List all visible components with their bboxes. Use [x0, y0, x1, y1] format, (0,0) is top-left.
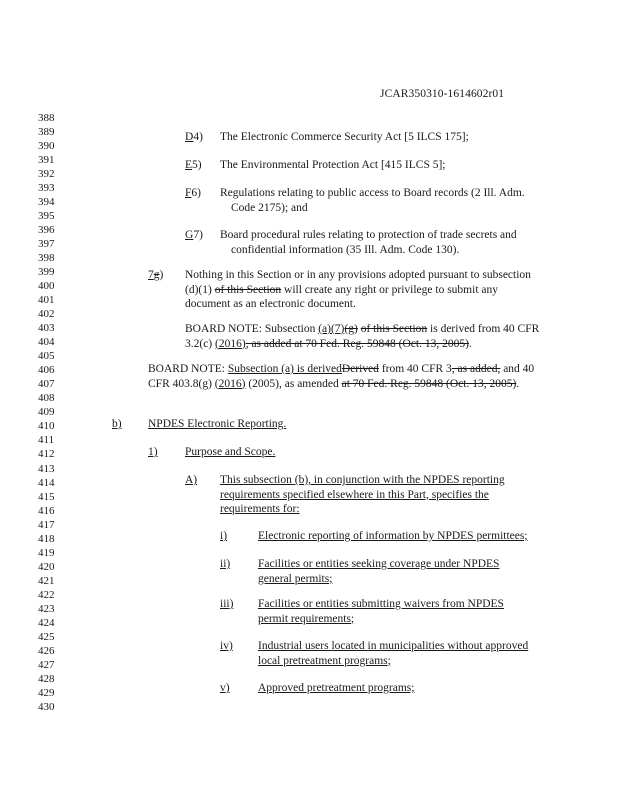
- line-number: 416: [38, 504, 55, 517]
- list-label-i: i): [220, 530, 228, 542]
- line-number: 423: [38, 602, 55, 615]
- item-text-d4: The Electronic Commerce Security Act [5 ILCS 175];: [220, 131, 469, 143]
- line-number: 398: [38, 252, 55, 265]
- line-number: 406: [38, 364, 55, 377]
- line-number: 408: [38, 392, 55, 405]
- line-number: 412: [38, 448, 55, 461]
- item-label-e5: E5): [185, 159, 202, 171]
- line-number: 402: [38, 308, 55, 321]
- line-number: 400: [38, 280, 55, 293]
- list-text-iv: Industrial users located in municipalities without approved local pretreatment programs;: [258, 640, 529, 667]
- line-number: 421: [38, 574, 55, 587]
- line-number: 404: [38, 336, 55, 349]
- list-label-iii: iii): [220, 598, 234, 610]
- item-label-g7: G7): [185, 229, 203, 241]
- line-number: 426: [38, 644, 55, 657]
- line-number: 399: [38, 266, 55, 279]
- line-number: 414: [38, 476, 55, 489]
- line-number: 417: [38, 518, 55, 531]
- line-number: 401: [38, 294, 55, 307]
- board-note-1: BOARD NOTE: Subsection (a)(7)(g) of this Section is derived from 40 CFR 3.2(c) (2016), as added at 70 Fed. Reg. 59848 (Oct. 13, 2005).: [185, 323, 540, 350]
- line-number: 396: [38, 224, 55, 237]
- line-number: 422: [38, 588, 55, 601]
- board-note-2: BOARD NOTE: Subsection (a) is derivedDerived from 40 CFR 3, as added, and 40 CFR 403.8(g) (2016) (2005), as amended at 70 Fed. Reg. 59848 (Oct. 13, 2005).: [148, 363, 535, 390]
- line-number: 407: [38, 378, 55, 391]
- line-number: 403: [38, 322, 55, 335]
- item-label-d4: D4): [185, 131, 203, 143]
- line-number: 409: [38, 406, 55, 419]
- line-number: 391: [38, 154, 55, 167]
- item-label-7g: 7g): [148, 269, 164, 281]
- line-number: 394: [38, 196, 55, 209]
- item-text-e5: The Environmental Protection Act [415 ILCS 5];: [220, 159, 446, 171]
- line-number: 424: [38, 616, 55, 629]
- list-label-iv: iv): [220, 640, 233, 652]
- line-number: 428: [38, 672, 55, 685]
- line-number: 411: [38, 434, 55, 447]
- item-text-f6: Regulations relating to public access to Board records (2 Ill. Adm. Code 2175); and: [220, 187, 525, 214]
- document-id: JCAR350310-1614602r01: [380, 88, 505, 100]
- line-number: 419: [38, 546, 55, 559]
- paragraph-label-a: A): [185, 474, 198, 486]
- line-number: 389: [38, 126, 55, 139]
- line-number: 397: [38, 238, 55, 251]
- line-number: 427: [38, 658, 55, 671]
- list-text-v: Approved pretreatment programs;: [258, 682, 415, 694]
- line-number: 415: [38, 490, 55, 503]
- line-number: 390: [38, 140, 55, 153]
- section-title-b: NPDES Electronic Reporting.: [148, 418, 287, 430]
- line-number: 425: [38, 630, 55, 643]
- line-number: 430: [38, 700, 55, 713]
- list-label-ii: ii): [220, 558, 231, 570]
- subsection-title-1: Purpose and Scope.: [185, 446, 276, 458]
- list-label-v: v): [220, 682, 230, 694]
- subsection-label-1: 1): [148, 446, 158, 458]
- line-number: 413: [38, 462, 55, 475]
- line-number: 393: [38, 182, 55, 195]
- line-number: 410: [38, 420, 55, 433]
- line-number: 418: [38, 532, 55, 545]
- paragraph-text-a: This subsection (b), in conjunction with the NPDES reporting requirements specified elsewhere in this Part, specifies the requirements for:: [220, 474, 505, 515]
- item-label-f6: F6): [185, 187, 201, 199]
- line-number: 420: [38, 560, 55, 573]
- section-label-b: b): [112, 418, 122, 430]
- list-text-i: Electronic reporting of information by NPDES permittees;: [258, 530, 528, 542]
- list-text-ii: Facilities or entities seeking coverage under NPDES general permits;: [258, 558, 500, 585]
- line-number: 405: [38, 350, 55, 363]
- line-number: 429: [38, 686, 55, 699]
- list-text-iii: Facilities or entities submitting waivers from NPDES permit requirements;: [258, 598, 504, 625]
- item-text-7g: Nothing in this Section or in any provisions adopted pursuant to subsection (d)(1) of this Section will create any right or privilege to submit any document as an electronic document.: [185, 269, 531, 310]
- line-number: 392: [38, 168, 55, 181]
- item-text-g7: Board procedural rules relating to protection of trade secrets and confidential information (35 Ill. Adm. Code 130).: [220, 229, 517, 256]
- line-number: 388: [38, 112, 55, 124]
- line-number: 395: [38, 210, 55, 223]
